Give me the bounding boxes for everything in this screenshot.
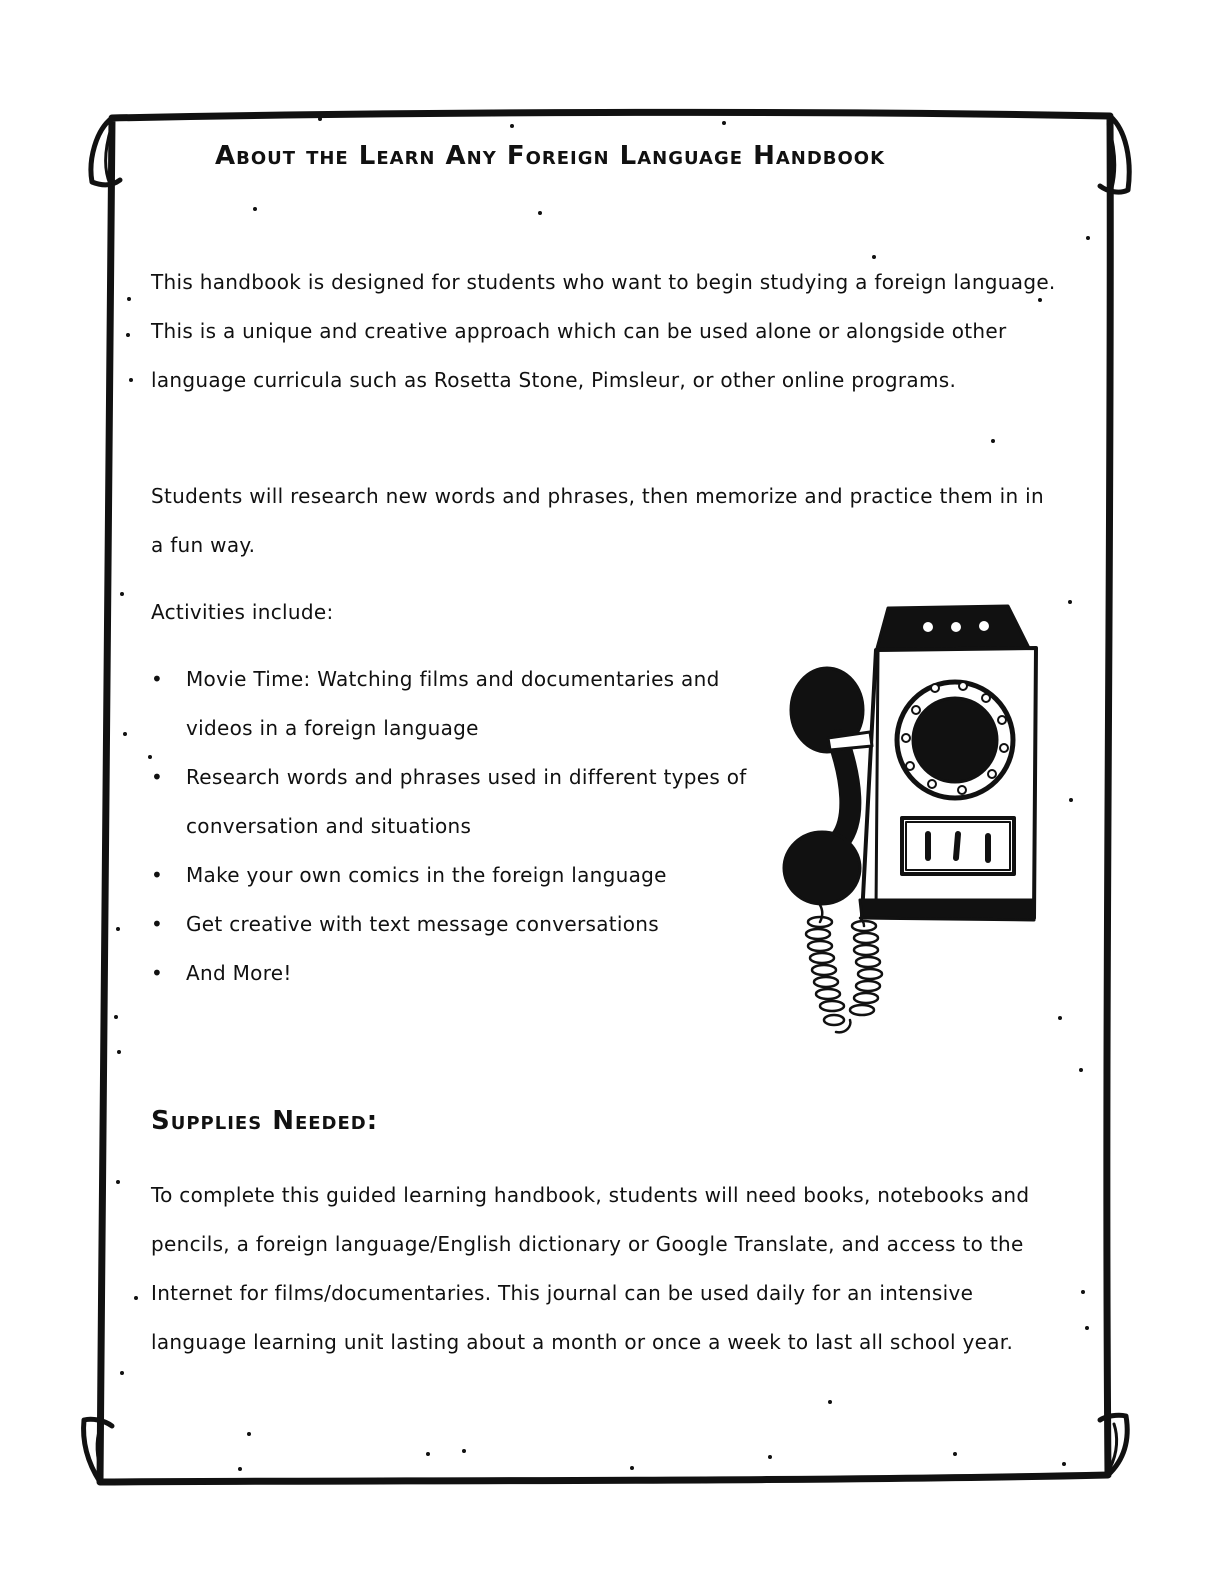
list-item: • And More! bbox=[151, 949, 771, 998]
page-title: About the Learn Any Foreign Language Handbook bbox=[215, 141, 886, 171]
activities-list bbox=[151, 655, 771, 998]
activities-label: Activities include: bbox=[151, 600, 334, 624]
list-item: • Movie Time: Watching films and documentaries and videos in a foreign language bbox=[151, 655, 771, 753]
intro-paragraph: This handbook is designed for students who want to begin studying a foreign language. This is a unique and creative approach which can be used alone or alongside other language curricula such as Rosetta Stone, Pimsleur, or other online programs. bbox=[151, 270, 1056, 392]
list-item: • Research words and phrases used in different types of conversation and situations bbox=[151, 753, 771, 851]
rotary-telephone-icon bbox=[780, 600, 1050, 1045]
supplies-paragraph: To complete this guided learning handbook, students will need books, notebooks and pencils, a foreign language/English dictionary or Google Translate, and access to the Internet for films/documentaries. This journal can be used daily for an intensive language learning unit lasting about a month or once a week to last all school year. bbox=[151, 1183, 1030, 1354]
list-item: • Get creative with text message conversations bbox=[151, 900, 771, 949]
practice-paragraph: Students will research new words and phrases, then memorize and practice them in in a fun way. bbox=[151, 484, 1044, 557]
supplies-heading: Supplies Needed: bbox=[151, 1106, 379, 1136]
list-item: • Make your own comics in the foreign language bbox=[151, 851, 771, 900]
